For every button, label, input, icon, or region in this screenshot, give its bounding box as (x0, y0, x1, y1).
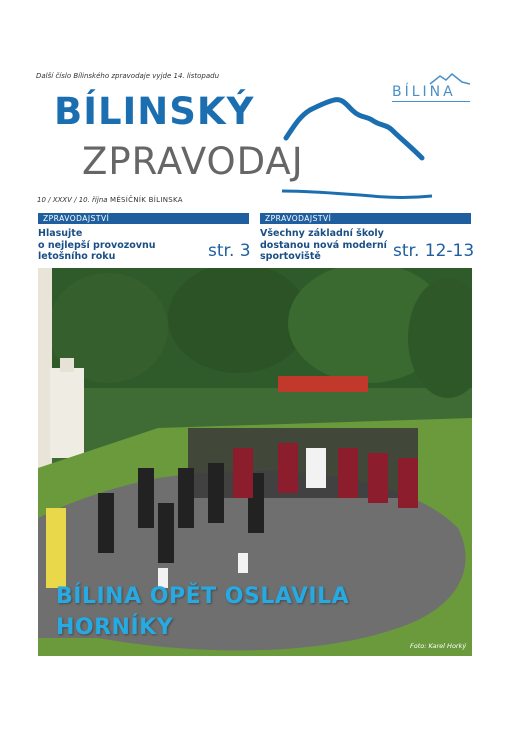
teaser2-section-bar: ZPRAVODAJSTVÍ (260, 213, 471, 224)
cover-headline-line1: BÍLINA OPĚT OSLAVILA (56, 584, 350, 609)
mountain-logo-graphic (282, 88, 432, 208)
teaser2-headline-line: sportoviště (260, 251, 321, 262)
teaser2-headline-line: Všechny základní školy (260, 228, 384, 239)
teaser1-headline-line: letošního roku (38, 251, 116, 262)
photo-credit: Foto: Karel Horký (410, 642, 467, 650)
cover-headline[interactable] (56, 581, 349, 643)
cover-headline-line2: HORNÍKY (56, 615, 174, 640)
logo-underline (392, 101, 470, 102)
teaser2-headline-line: dostanou nová moderní (260, 239, 387, 251)
masthead-title-line1: BÍLINSKÝ (54, 90, 255, 133)
masthead-title-line2: ZPRAVODAJ (82, 140, 304, 183)
bilina-logo: BÍLINA (392, 84, 456, 100)
issue-number: 10 / XXXV / 10. října (37, 196, 108, 204)
teaser1-page[interactable]: str. 3 (208, 241, 251, 261)
monthly-label: MĚSÍČNÍK BÍLINSKA (110, 196, 183, 204)
teaser1-headline-line: Hlasujte (38, 228, 83, 239)
teaser1-headline[interactable] (38, 228, 156, 263)
teaser2-page[interactable]: str. 12-13 (393, 241, 475, 261)
next-issue-note: Další číslo Bílinského zpravodaje vyjde 14. listopadu (36, 72, 220, 80)
teaser2-headline[interactable] (260, 228, 387, 263)
teaser1-headline-line: o nejlepší provozovnu (38, 239, 156, 251)
teaser1-section-bar: ZPRAVODAJSTVÍ (38, 213, 249, 224)
